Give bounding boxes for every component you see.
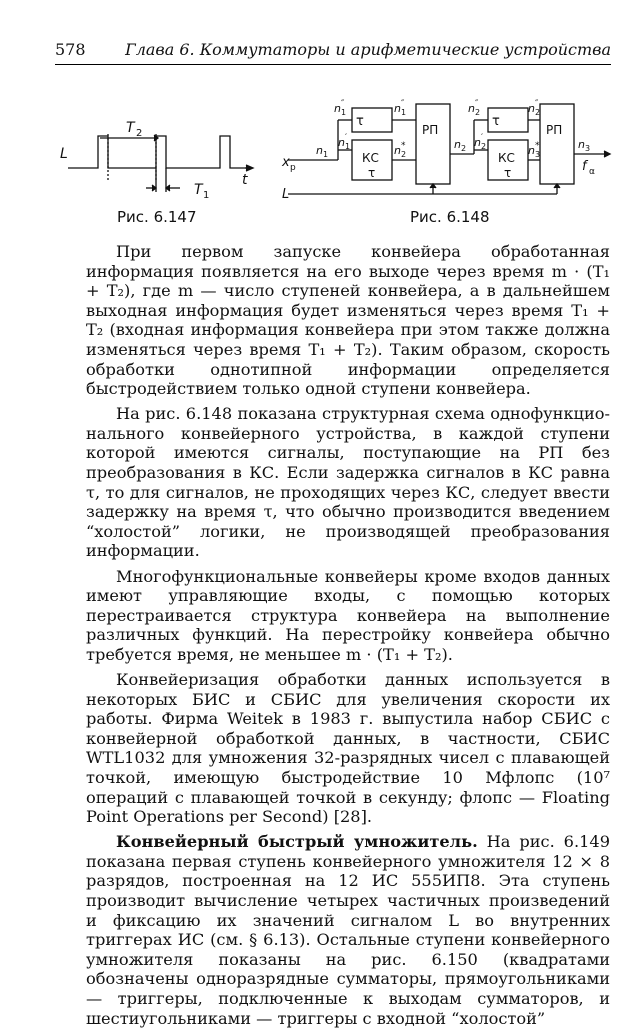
n2-pp-out-label: n [528,102,535,115]
section-heading: Конвейерный быстрый умножитель. [116,832,478,852]
time-label: t [242,172,248,188]
svg-text:*: * [535,141,540,151]
stage1-register-block [416,104,450,184]
svg-text:″: ″ [341,99,345,109]
stage2-register-label: РП [546,123,563,137]
svg-text:2: 2 [475,108,481,117]
running-title: Глава 6. Коммутаторы и арифметические устройства [125,40,611,59]
svg-text:′: ′ [481,133,484,143]
control-label: L [282,187,290,202]
figure-6-147-caption: Рис. 6.147 [117,208,197,226]
header-rule [55,64,611,65]
t1-label: T [194,182,203,198]
paragraph-2: На рис. 6.148 показана структурная схема однофункционального конвейерного устройства, в каждой ступени которой имеются сигналы, поступающие на РП без преобразования в КС. Если задержка сигналов в КС равна τ, то для сигналов, не проходящих через КС, следует ввести задержку на время τ, что обычно производится введением “холостой” логики, не производящей преобразования информации. [86,404,610,561]
figure-6-148-caption: Рис. 6.148 [410,208,490,226]
stage2-comb-label: КС [498,151,515,165]
svg-text:″: ″ [535,99,539,109]
n3-label: n [578,138,585,151]
stage1-delay-label: τ [356,114,364,129]
stage1-comb-label: КС [362,151,379,165]
signal-label: L [60,146,68,162]
t2-sub: 2 [136,128,143,139]
n2-label: n [454,138,461,151]
page-number: 578 [55,40,86,59]
input-sub: p [290,163,296,173]
svg-text:3: 3 [585,144,591,153]
output-label: f [582,159,587,174]
paragraph-3: Многофункциональные конвейеры кроме входов данных имеют управляющие входы, с помощью которых перестраивается структура конвейера на выполнение различных функций. На перестройку конвейера обычно требуется время, не меньшее m · (T₁ + T₂). [86,566,610,664]
svg-text:2: 2 [535,108,541,117]
svg-text:1: 1 [323,150,329,159]
t2-label: T [126,120,135,136]
svg-text:″: ″ [401,99,405,109]
svg-text:3: 3 [535,150,541,159]
svg-text:2: 2 [461,144,467,153]
svg-text:1: 1 [401,108,407,117]
svg-text:′: ′ [345,133,348,143]
stage1-comb-delay: τ [368,166,376,180]
n2-pp-label: n [468,102,475,115]
n1-label: n [316,144,323,157]
stage2-delay-label: τ [492,114,500,129]
svg-text:1: 1 [345,142,351,151]
svg-text:2: 2 [481,142,487,151]
n3-star-label: n [528,144,535,157]
svg-text:*: * [401,141,406,151]
page-header [55,40,611,64]
n1-pp-label: n [334,102,341,115]
figure-6-147-timing-diagram [60,110,270,200]
n1-pp-out-label: n [394,102,401,115]
figure-6-148-pipeline-diagram [282,94,622,204]
svg-text:1: 1 [341,108,347,117]
stage2-register-block [540,104,574,184]
svg-text:″: ″ [475,99,479,109]
time-arrowhead [246,165,253,171]
n2-p-label: n [474,136,481,149]
output-sub: α [589,167,595,177]
paragraph-1: При первом запуске конвейера обработанная информация появляется на его выходе через время m · (T₁ + T₂), где m — число ступеней конвейера, а в дальнейшем выходная информация будет изменяться через время T₁ + T₂ (входная информация конвейера при этом также должна изменяться через время T₁ + T₂). Таким образом, скорость обработки однотипной информации определяется быстродействием только одной ступени конвейера. [86,242,610,399]
body-text [86,242,610,1034]
input-label: x [282,155,290,170]
paragraph-4: Конвейеризация обработки данных используется в некоторых БИС и СБИС для увеличения скорости их работы. Фирма Weitek в 1983 г. выпустила набор СБИС с конвейерной обработкой данных, в частности, СБИС WTL1032 для умножения 32-разрядных чисел с плавающей точкой, имеющую быстродействие 10 Мфлопс (10⁷ операций с плавающей точкой в секунду; флопс — Floating Point Operations per Second) [28]. [86,669,610,827]
signal-l-waveform [68,136,250,168]
n1-p-label: n [338,136,345,149]
stage1-register-label: РП [422,123,439,137]
svg-text:2: 2 [401,150,407,159]
n2-star-label: n [394,144,401,157]
t1-sub: 1 [203,190,210,201]
stage2-comb-delay: τ [504,166,512,180]
paragraph-5-multiplier: Конвейерный быстрый умножитель. На рис. 6.149 показана первая ступень конвейерного умножителя 12 × 8 разрядов, построенная на 12 ИС 555ИП8. Эта ступень производит вычисление четырех частичных произведений и фиксацию их значений сигналом L во внутренних триггерах ИС (см. § 6.13). Остальные ступени конвейерного умножителя показаны на рис. 6.150 (квадратами обозначены одноразрядные сумматоры, прямоугольниками — триггеры, подключенные к выходам сумматоров, и шестиугольниками — триггеры с входной “холостой” [86,832,610,1028]
